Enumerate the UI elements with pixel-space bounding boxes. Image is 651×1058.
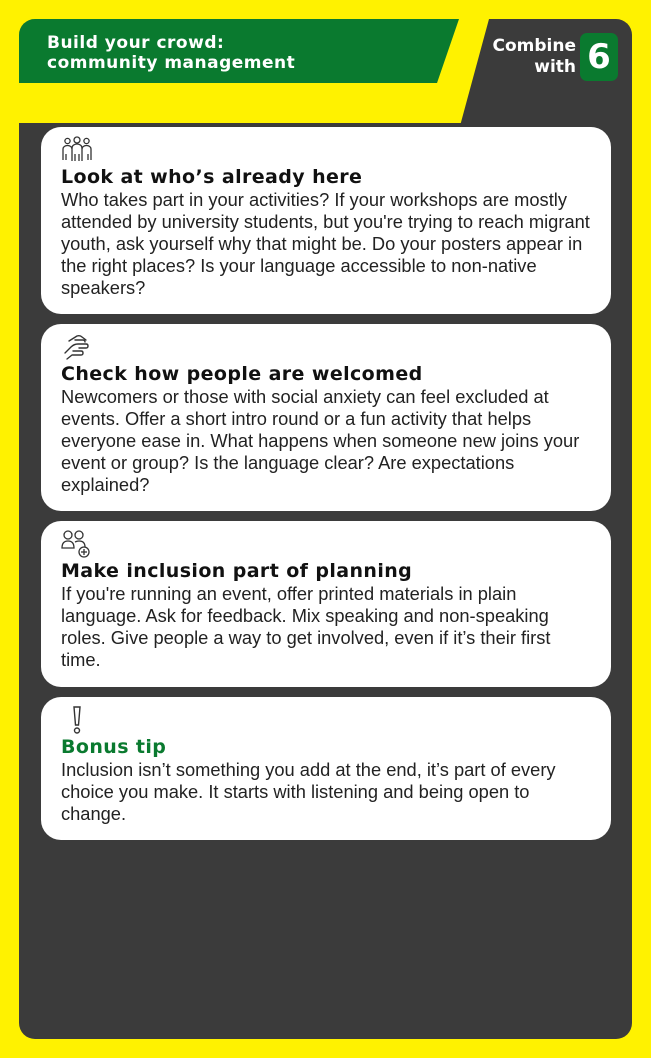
- people-group-icon: [61, 135, 93, 165]
- section-title: Bonus tip: [61, 736, 167, 758]
- section-body: If you're running an event, offer printed materials in plain language. Ask for feedback. Mix speaking and non-speaking roles. Give people a way to get involved, even if it’s their first time.: [61, 583, 551, 670]
- section-inclusion-planning: [41, 521, 611, 687]
- card-title-line1: Build your crowd:: [47, 33, 225, 53]
- section-who-is-here: [41, 127, 611, 314]
- add-people-icon: [61, 529, 93, 559]
- section-welcome: [41, 324, 611, 511]
- combine-number: 6: [580, 33, 618, 81]
- section-title: Look at who’s already here: [61, 166, 363, 188]
- card-title-line2: community management: [47, 53, 296, 73]
- section-title: Check how people are welcomed: [61, 363, 423, 385]
- section-body: Who takes part in your activities? If your workshops are mostly attended by university students, but you're trying to reach migrant youth, ask yourself why that might be. Do your posters appear in the right places? Is your language accessible to non-native speakers?: [61, 189, 590, 298]
- card-title: [47, 33, 295, 73]
- section-bonus-tip: [41, 697, 611, 840]
- section-title: Make inclusion part of planning: [61, 560, 413, 582]
- combine-with-badge: [493, 33, 619, 81]
- section-body: Newcomers or those with social anxiety can feel excluded at events. Offer a short intro round or a fun activity that helps everyone ease in. What happens when someone new joins your event or group? Is the language clear? Are expectations explained?: [61, 386, 580, 495]
- exclamation-icon: [61, 705, 93, 735]
- handshake-icon: [61, 332, 93, 362]
- combine-label: [493, 36, 577, 78]
- combine-label-line1: Combine: [492, 36, 576, 56]
- section-body: Inclusion isn’t something you add at the end, it’s part of every choice you make. It starts with listening and being open to change.: [61, 759, 556, 824]
- combine-label-line2: with: [534, 57, 576, 77]
- card: [19, 19, 632, 1039]
